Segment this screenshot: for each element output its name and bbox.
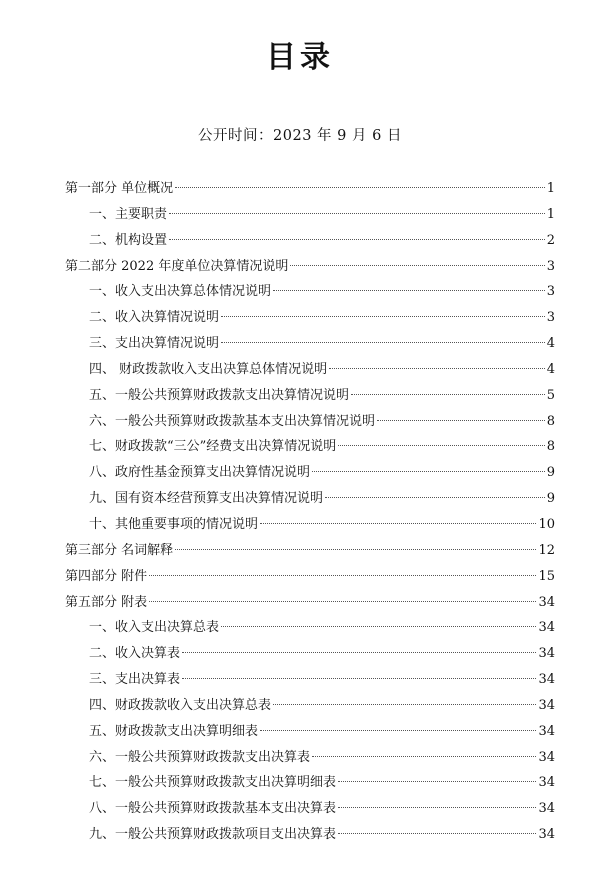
toc-entry-label: 二、收入决算表 <box>89 646 181 662</box>
toc-dot-leader <box>175 187 545 188</box>
toc-dot-leader <box>338 807 536 808</box>
toc-dot-leader <box>182 678 536 679</box>
toc-dot-leader <box>351 394 545 395</box>
toc-entry-page-number: 8 <box>546 413 555 429</box>
toc-dot-leader <box>169 213 545 214</box>
toc-entry-page-number: 34 <box>538 697 555 713</box>
toc-entry[interactable] <box>65 693 555 719</box>
toc-dot-leader <box>290 265 544 266</box>
toc-entry-label: 三、支出决算情况说明 <box>89 336 220 352</box>
toc-dot-leader <box>221 626 536 627</box>
toc-entry-label: 八、政府性基金预算支出决算情况说明 <box>89 465 311 481</box>
toc-entry-label: 第三部分 名词解释 <box>65 542 174 558</box>
toc-dot-leader <box>312 756 536 757</box>
toc-entry-page-number: 34 <box>538 801 555 817</box>
toc-entry-label: 七、一般公共预算财政拨款支出决算明细表 <box>89 775 337 791</box>
toc-entry[interactable] <box>65 564 555 590</box>
toc-entry-label: 第五部分 附表 <box>65 594 148 610</box>
toc-entry[interactable] <box>65 822 555 848</box>
toc-entry-label: 二、收入决算情况说明 <box>89 310 220 326</box>
toc-entry-label: 五、一般公共预算财政拨款支出决算情况说明 <box>89 387 350 403</box>
toc-entry-page-number: 3 <box>546 284 555 300</box>
toc-entry-label: 九、国有资本经营预算支出决算情况说明 <box>89 491 324 507</box>
toc-entry[interactable] <box>65 176 555 202</box>
toc-entry-label: 一、收入支出决算总表 <box>89 620 220 636</box>
toc-entry-label: 一、收入支出决算总体情况说明 <box>89 284 272 300</box>
toc-dot-leader <box>221 316 545 317</box>
toc-entry[interactable] <box>65 590 555 616</box>
toc-entry[interactable] <box>65 667 555 693</box>
toc-entry-label: 六、一般公共预算财政拨款支出决算表 <box>89 749 311 765</box>
toc-entry-label: 七、财政拨款“三公”经费支出决算情况说明 <box>89 439 337 455</box>
toc-dot-leader <box>273 290 545 291</box>
toc-entry-label: 五、财政拨款支出决算明细表 <box>89 723 259 739</box>
toc-entry[interactable] <box>65 254 555 280</box>
toc-entry-label: 九、一般公共预算财政拨款项目支出决算表 <box>89 827 337 843</box>
toc-entry-page-number: 9 <box>546 491 555 507</box>
toc-entry[interactable] <box>65 745 555 771</box>
toc-dot-leader <box>221 342 545 343</box>
toc-dot-leader <box>338 445 544 446</box>
toc-entry-page-number: 10 <box>538 516 555 532</box>
toc-dot-leader <box>175 549 536 550</box>
toc-entry-page-number: 34 <box>538 749 555 765</box>
toc-entry[interactable] <box>65 460 555 486</box>
toc-entry-page-number: 34 <box>538 775 555 791</box>
toc-entry[interactable] <box>65 434 555 460</box>
toc-entry-page-number: 34 <box>538 620 555 636</box>
toc-entry[interactable] <box>65 796 555 822</box>
toc-entry[interactable] <box>65 770 555 796</box>
toc-dot-leader <box>149 601 536 602</box>
toc-dot-leader <box>182 652 536 653</box>
toc-entry-page-number: 34 <box>538 594 555 610</box>
toc-entry[interactable] <box>65 512 555 538</box>
toc-entry-label: 第一部分 单位概况 <box>65 181 174 196</box>
toc-entry[interactable] <box>65 331 555 357</box>
toc-entry-page-number: 8 <box>546 439 555 455</box>
toc-dot-leader <box>377 420 545 421</box>
toc-entry-label: 一、主要职责 <box>89 206 168 222</box>
toc-entry[interactable] <box>65 486 555 512</box>
toc-dot-leader <box>169 239 545 240</box>
toc-entry[interactable] <box>65 202 555 228</box>
toc-entry[interactable] <box>65 228 555 254</box>
toc-dot-leader <box>329 368 545 369</box>
toc-entry-page-number: 15 <box>538 568 555 584</box>
toc-entry[interactable] <box>65 615 555 641</box>
toc-entry-label: 四、 财政拨款收入支出决算总体情况说明 <box>89 361 328 377</box>
toc-entry-page-number: 34 <box>538 672 555 688</box>
toc-entry-label: 四、财政拨款收入支出决算总表 <box>89 697 272 713</box>
toc-entry-page-number: 1 <box>546 181 555 196</box>
toc-entry[interactable] <box>65 383 555 409</box>
toc-dot-leader <box>149 575 536 576</box>
toc-dot-leader <box>325 497 545 498</box>
toc-entry-page-number: 34 <box>538 646 555 662</box>
toc-entry-page-number: 12 <box>538 542 555 558</box>
toc-dot-leader <box>260 730 536 731</box>
toc-entry-label: 二、机构设置 <box>89 232 168 248</box>
toc-entry[interactable] <box>65 357 555 383</box>
toc-entry[interactable] <box>65 305 555 331</box>
toc-entry-label: 第二部分 2022 年度单位决算情况说明 <box>65 258 289 274</box>
publish-time: 公开时间：2023 年 9 月 6 日 <box>198 128 402 144</box>
toc-entry-page-number: 34 <box>538 827 555 843</box>
toc-entry-label: 八、一般公共预算财政拨款基本支出决算表 <box>89 801 337 817</box>
toc-entry-page-number: 34 <box>538 723 555 739</box>
toc-entry[interactable] <box>65 719 555 745</box>
toc-entry-page-number: 5 <box>546 387 555 403</box>
toc-entry[interactable] <box>65 279 555 305</box>
toc-entry-label: 三、支出决算表 <box>89 672 181 688</box>
toc-entry-label: 六、一般公共预算财政拨款基本支出决算情况说明 <box>89 413 376 429</box>
toc-entry[interactable] <box>65 641 555 667</box>
toc-dot-leader <box>338 781 536 782</box>
toc-dot-leader <box>273 704 536 705</box>
toc-entry-page-number: 3 <box>546 258 555 274</box>
page-title: 目录 <box>266 40 334 75</box>
toc-dot-leader <box>312 471 545 472</box>
toc-entry-page-number: 4 <box>546 336 555 352</box>
toc-entry[interactable] <box>65 409 555 435</box>
toc-entry-page-number: 1 <box>546 206 555 222</box>
toc-entry-page-number: 4 <box>546 361 555 377</box>
toc-entry-page-number: 9 <box>546 465 555 481</box>
toc-entry-page-number: 3 <box>546 310 555 326</box>
toc-dot-leader <box>338 833 536 834</box>
table-of-contents <box>65 176 555 848</box>
toc-entry-page-number: 2 <box>546 232 555 248</box>
toc-entry-label: 第四部分 附件 <box>65 568 148 584</box>
toc-entry-label: 十、其他重要事项的情况说明 <box>89 516 259 532</box>
toc-dot-leader <box>260 523 536 524</box>
toc-entry[interactable] <box>65 538 555 564</box>
